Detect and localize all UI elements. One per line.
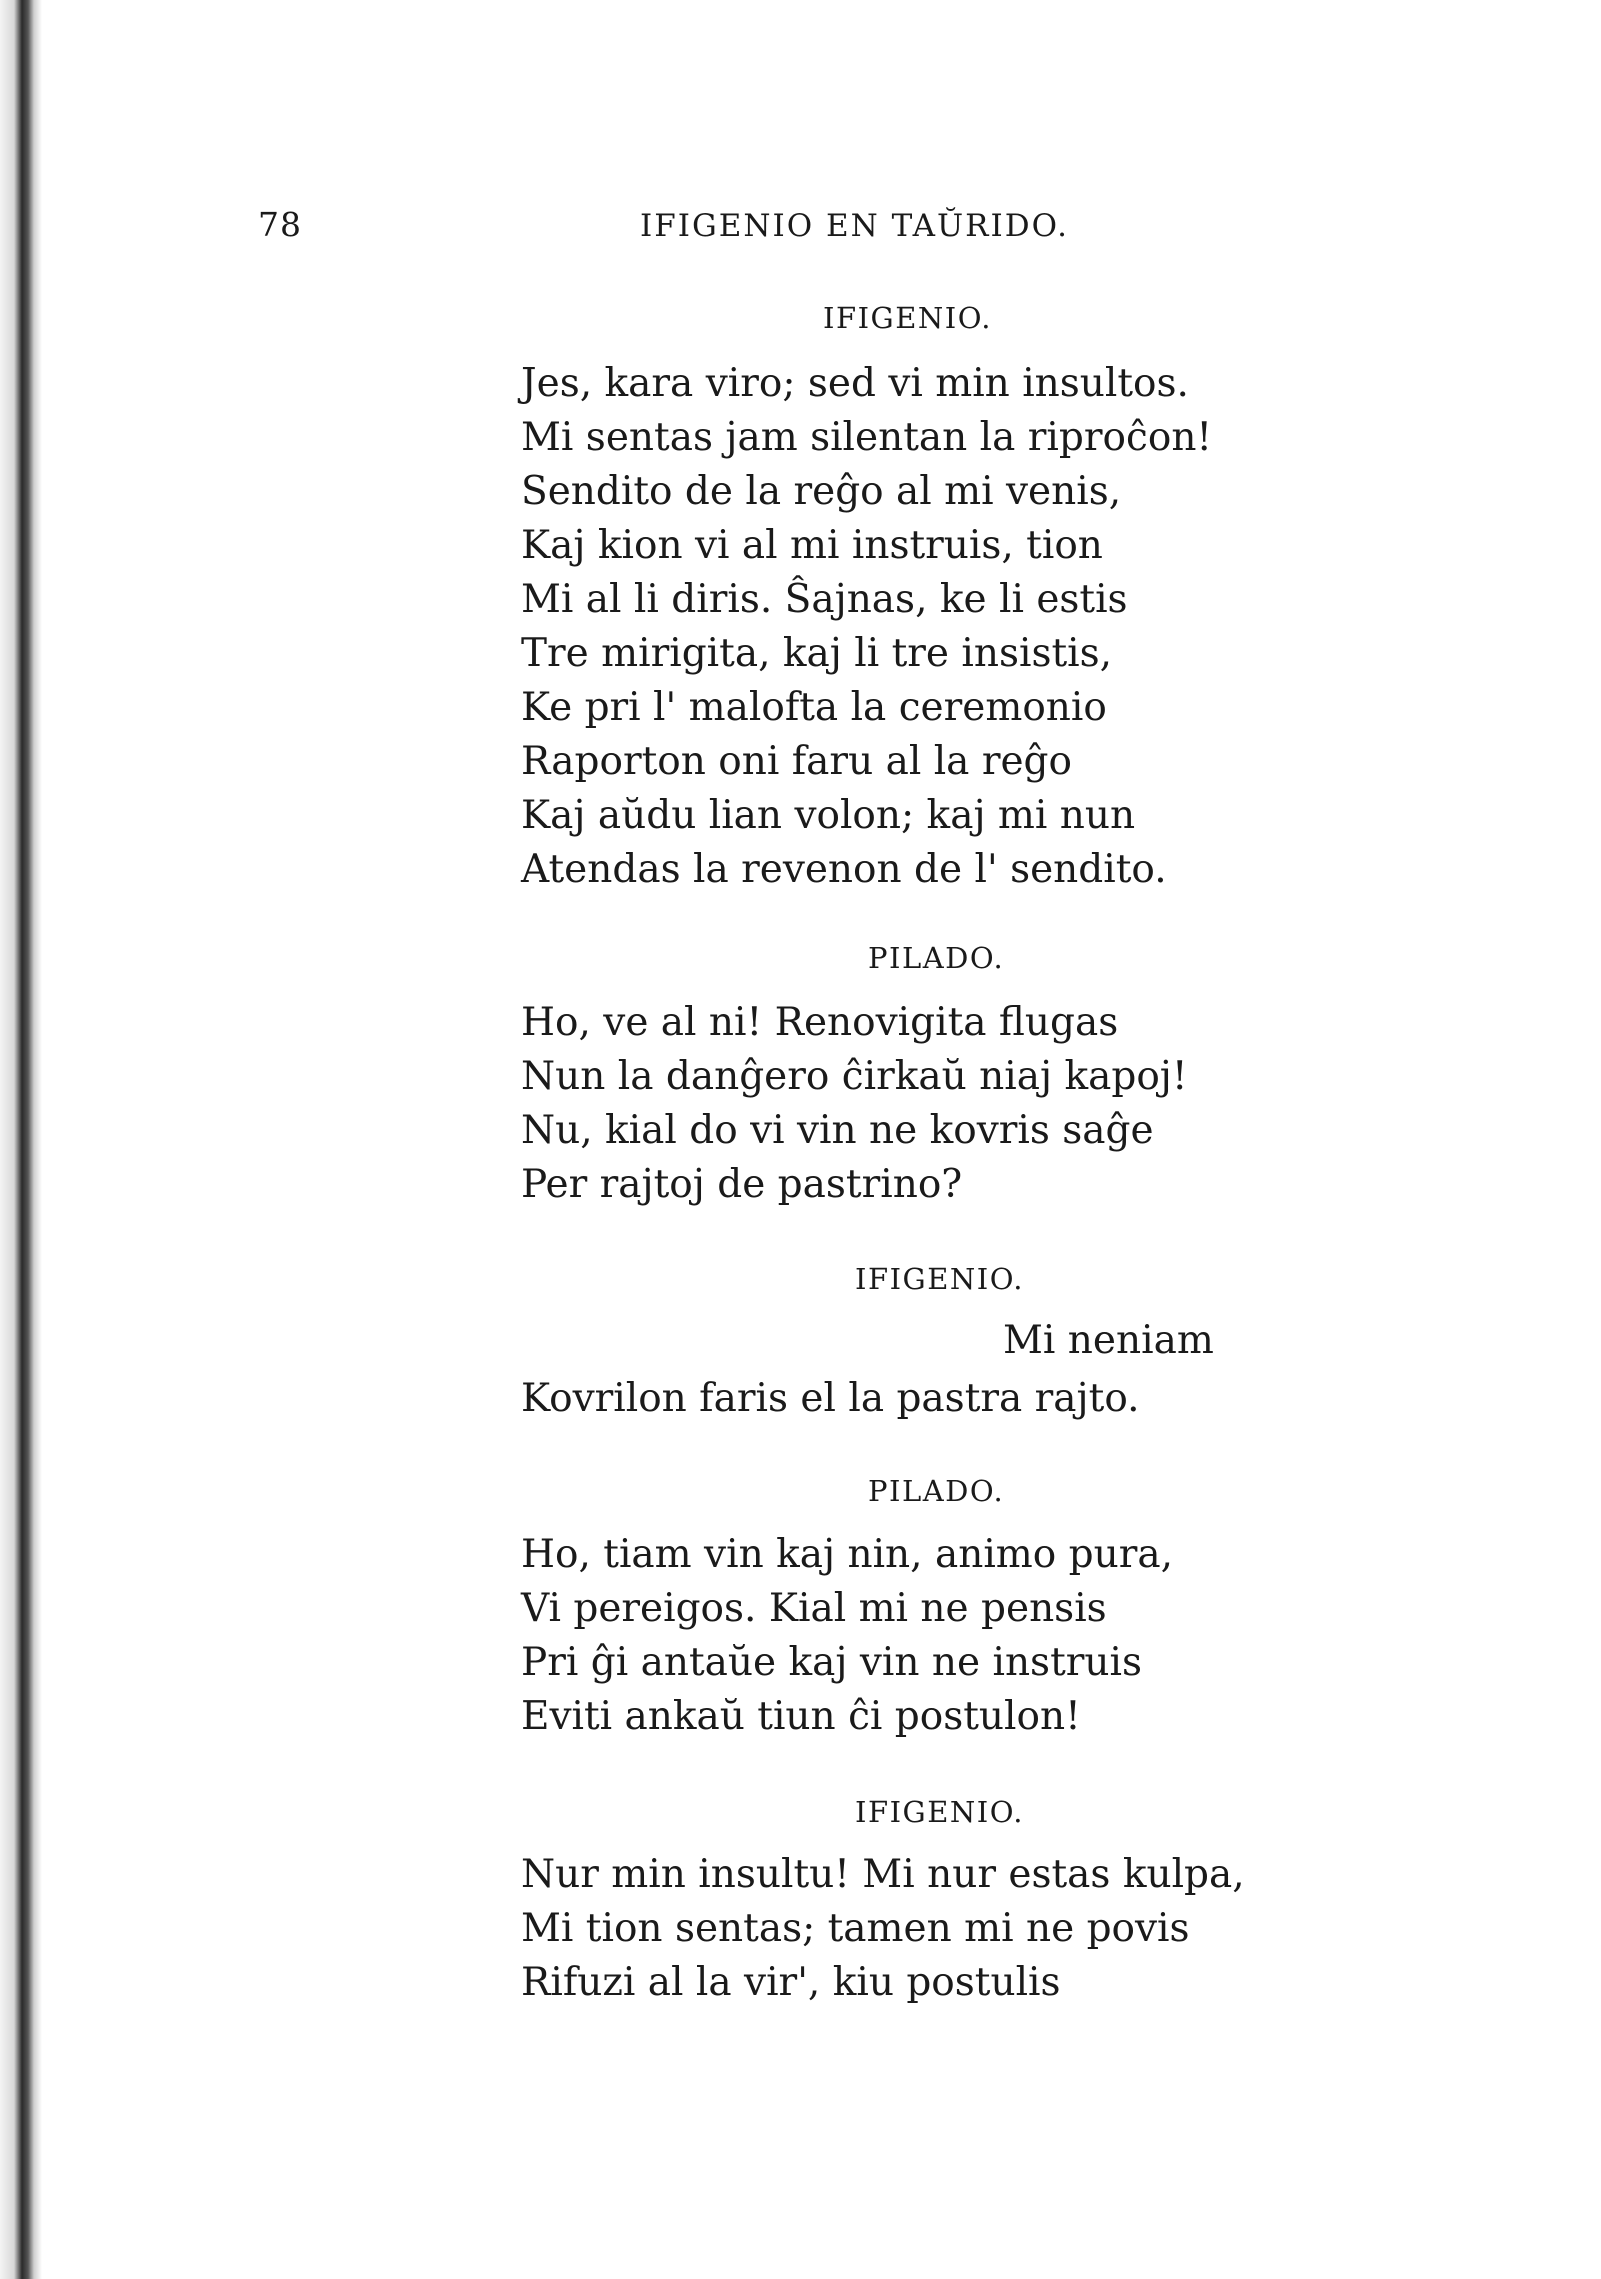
running-head: IFIGENIO EN TAŬRIDO. — [640, 208, 1070, 244]
verse-line: Kovrilon faris el la pastra rajto. — [521, 1376, 1140, 1421]
verse-block — [521, 996, 1301, 1212]
speaker-heading: PILADO. — [868, 1474, 1005, 1508]
verse-line: Atendas la revenon de l' sendito. — [521, 847, 1167, 892]
verse-line: Mi tion sentas; tamen mi ne povis — [521, 1906, 1190, 1951]
verse-line: Mi sentas jam silentan la riproĉon! — [521, 415, 1213, 460]
verse-line: Jes, kara viro; sed vi min insultos. — [521, 361, 1189, 406]
verse-line: Ho, ve al ni! Renovigita flugas — [521, 1000, 1119, 1045]
speaker-heading: IFIGENIO. — [855, 1262, 1024, 1296]
verse-block — [521, 1372, 1301, 1426]
verse-line: Tre mirigita, kaj li tre insistis, — [521, 631, 1113, 676]
verse-line: Kaj kion vi al mi instruis, tion — [521, 523, 1103, 568]
verse-line: Eviti ankaŭ tiun ĉi postulon! — [521, 1694, 1081, 1739]
verse-line: Vi pereigos. Kial mi ne pensis — [521, 1586, 1107, 1631]
verse-line: Ke pri l' malofta la ceremonio — [521, 685, 1107, 730]
verse-line: Nur min insultu! Mi nur estas kulpa, — [521, 1852, 1245, 1897]
speaker-heading: IFIGENIO. — [823, 301, 992, 335]
verse-line: Nu, kial do vi vin ne kovris saĝe — [521, 1108, 1154, 1153]
verse-line: Per rajtoj de pastrino? — [521, 1162, 963, 1207]
verse-block — [521, 1848, 1301, 2010]
page-number: 78 — [258, 205, 302, 244]
verse-line: Kaj aŭdu lian volon; kaj mi nun — [521, 793, 1136, 838]
verse-line: Raporton oni faru al la reĝo — [521, 739, 1072, 784]
verse-block — [521, 357, 1301, 897]
verse-line: Sendito de la reĝo al mi venis, — [521, 469, 1122, 514]
speaker-heading: PILADO. — [868, 941, 1005, 975]
speaker-heading: IFIGENIO. — [855, 1795, 1024, 1829]
verse-line: Pri ĝi antaŭe kaj vin ne instruis — [521, 1640, 1142, 1685]
verse-line: Mi al li diris. Ŝajnas, ke li estis — [521, 577, 1128, 622]
verse-line: Nun la danĝero ĉirkaŭ niaj kapoj! — [521, 1054, 1188, 1099]
book-spine-edge — [0, 0, 42, 2279]
verse-line: Rifuzi al la vir', kiu postulis — [521, 1960, 1061, 2005]
verse-line: Ho, tiam vin kaj nin, animo pura, — [521, 1532, 1174, 1577]
verse-line-indented: Mi neniam — [1003, 1318, 1214, 1363]
verse-block — [521, 1528, 1301, 1744]
